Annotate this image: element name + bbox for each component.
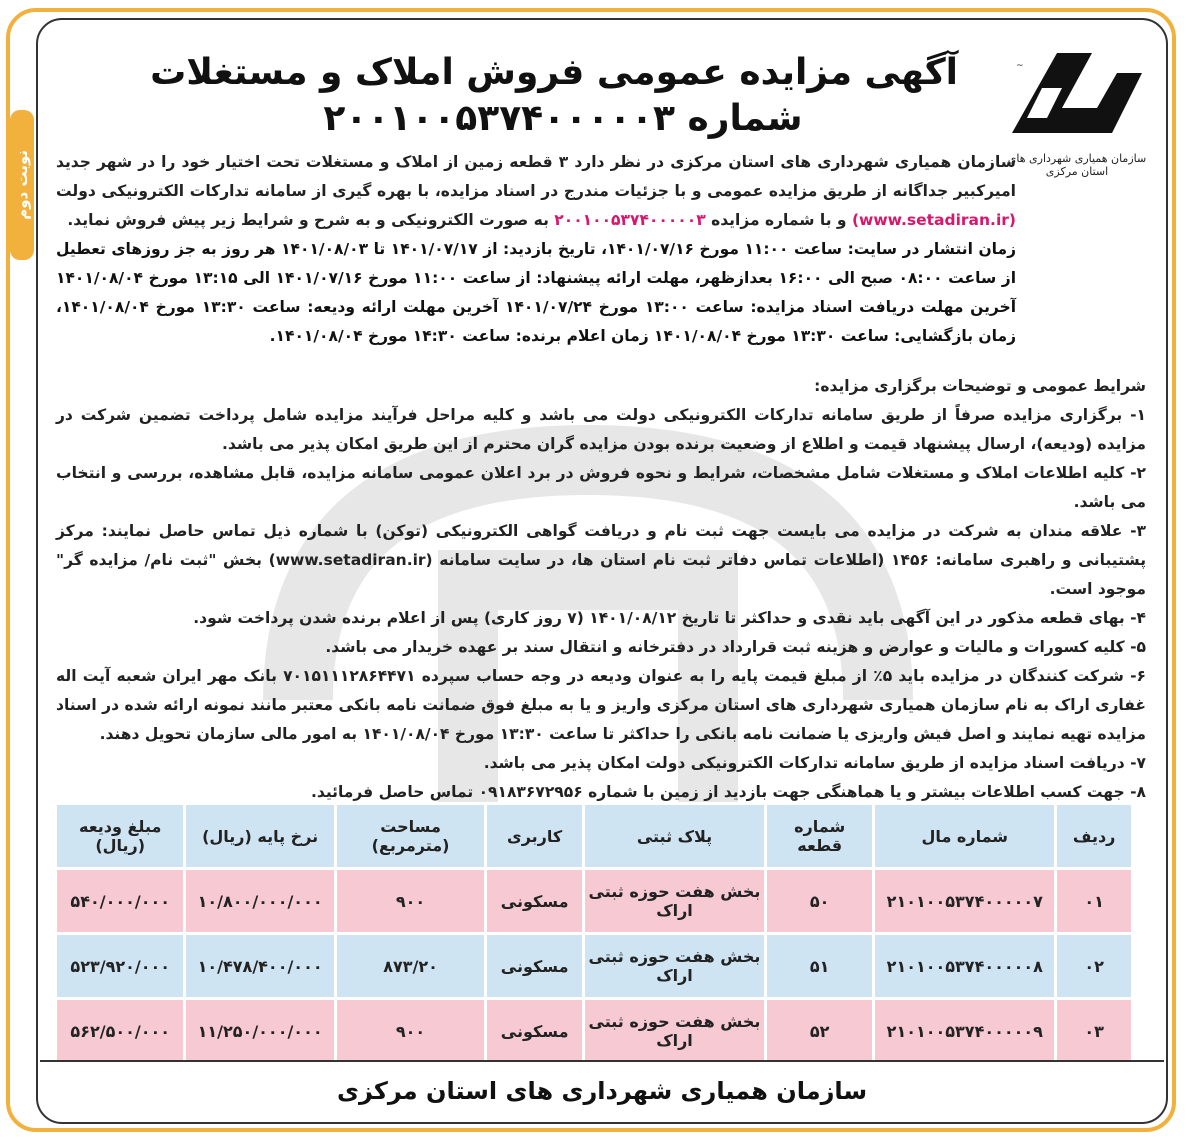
conditions <box>56 372 1146 807</box>
conditions-heading: شرایط عمومی و توضیحات برگزاری مزایده: <box>814 377 1146 395</box>
table-cell: ۲۱۰۱۰۰۵۳۷۴۰۰۰۰۰۹ <box>875 1000 1054 1062</box>
org-logo <box>1002 38 1152 178</box>
header-cell: کاربری <box>487 805 582 867</box>
table-cell: ۰۱ <box>1057 870 1131 932</box>
svg-text:~: ~ <box>1016 61 1024 71</box>
property-table <box>54 802 1134 1074</box>
table-cell: ۱۰/۸۰۰/۰۰۰/۰۰۰ <box>186 870 333 932</box>
condition-item: ۴- بهای قطعه مذکور در این آگهی باید نقدی و حداکثر تا تاریخ ۱۴۰۱/۰۸/۱۲ (۷ روز کاری) پس از اعلام برنده شدن پرداخت شود. <box>193 609 1146 627</box>
table-header-row <box>57 805 1131 867</box>
condition-item: ۶- شرکت کنندگان در مزایده باید ۵٪ از مبلغ قیمت پایه را به عنوان ودیعه در وجه حساب سپرده ۷۰۱۵۱۱۱۲۸۶۴۴۷۱ بانک مهر ایران شعبه آیت اله غفاری اراک به نام سازمان همیاری شهرداری های استان مرکزی واریز و یا به مبلغ فوق ضمانت نامه بانکی معتبر مانند نمونه ارائه شده در اسناد مزایده تهیه نمایند و اصل فیش واریزی یا ضمانت نامه بانکی را حداکثر تا ساعت ۱۳:۳۰ مورخ ۱۴۰۱/۰۸/۰۴ به امور مالی سازمان تحویل دهند. <box>56 667 1146 743</box>
schedule-text: زمان انتشار در سایت: ساعت ۱۱:۰۰ مورخ ۱۴۰۱/۰۷/۱۶، تاریخ بازدید: از ۱۴۰۱/۰۷/۱۷ تا ۱۴۰۱/۰۸/۰۳ هر روز به جز روزهای تعطیل از ساعت ۰۸:۰۰ صبح الی ۱۶:۰۰ بعدازظهر، مهلت ارائه پیشنهاد: از ساعت ۱۱:۰۰ مورخ ۱۴۰۱/۰۷/۱۶ الی ۱۳:۱۵ مورخ ۱۴۰۱/۰۸/۰۴ آخرین مهلت دریافت اسناد مزایده: ساعت ۱۳:۰۰ مورخ ۱۴۰۱/۰۷/۲۴ آخرین مهلت ارائه ودیعه: ساعت ۱۳:۳۰ مورخ ۱۴۰۱/۰۸/۰۴، زمان بازگشایی: ساعت ۱۳:۳۰ مورخ ۱۴۰۱/۰۸/۰۴ زمان اعلام برنده: ساعت ۱۴:۳۰ مورخ ۱۴۰۱/۰۸/۰۴. <box>56 240 1017 345</box>
header-cell: پلاک ثبتی <box>585 805 764 867</box>
table-cell: بخش هفت حوزه ثبتی اراک <box>585 935 764 997</box>
round-badge <box>10 110 34 260</box>
header-cell: مبلغ ودیعه (ریال) <box>57 805 183 867</box>
header-cell: شماره مال <box>875 805 1054 867</box>
intro-text <box>56 148 1016 351</box>
table-cell: ۸۷۳/۲۰ <box>337 935 484 997</box>
table-cell: ۵۲ <box>767 1000 872 1062</box>
title-line-1: آگهی مزایده عمومی فروش املاک و مستغلات <box>150 52 958 93</box>
condition-item: ۲- کلیه اطلاعات املاک و مستغلات شامل مشخصات، شرایط و نحوه فروش در برد اعلان عمومی سامانه مزایده، قابل مشاهده، بررسی و انتخاب می باشد. <box>56 464 1146 511</box>
table-cell: ۵۱ <box>767 935 872 997</box>
condition-item: ۱- برگزاری مزایده صرفاً از طریق سامانه تدارکات الکترونیکی دولت می باشد و کلیه مراحل فرآیند مزایده شامل پرداخت تضمین شرکت در مزایده (ودیعه)، ارسال پیشنهاد قیمت و اطلاع از وضعیت برنده بودن مزایده گران محترم از این طریق امکان پذیر می باشد. <box>56 406 1146 453</box>
table-cell: ۱۰/۴۷۸/۴۰۰/۰۰۰ <box>186 935 333 997</box>
condition-item: ۸- جهت کسب اطلاعات بیشتر و یا هماهنگی جهت بازدید از زمین با شماره ۰۹۱۸۳۶۷۲۹۵۶ تماس حاصل فرمائید. <box>310 783 1146 801</box>
notice-frame <box>36 18 1168 1124</box>
header-cell: شماره قطعه <box>767 805 872 867</box>
auction-number: ۲۰۰۱۰۰۵۳۷۴۰۰۰۰۰۳ <box>554 211 706 229</box>
table-cell: ۱۱/۲۵۰/۰۰۰/۰۰۰ <box>186 1000 333 1062</box>
logo-caption: سازمان همیاری شهرداری های استان مرکزی <box>1007 152 1147 178</box>
table-cell: ۲۱۰۱۰۰۵۳۷۴۰۰۰۰۰۸ <box>875 935 1054 997</box>
table-cell: ۵۲۳/۹۲۰/۰۰۰ <box>57 935 183 997</box>
table-cell: ۲۱۰۱۰۰۵۳۷۴۰۰۰۰۰۷ <box>875 870 1054 932</box>
header-cell: مساحت (مترمربع) <box>337 805 484 867</box>
table-cell: ۹۰۰ <box>337 1000 484 1062</box>
notice-title <box>150 50 958 142</box>
table-cell: ۵۴۰/۰۰۰/۰۰۰ <box>57 870 183 932</box>
table-cell: ۹۰۰ <box>337 870 484 932</box>
intro-paragraph: سازمان همیاری شهرداری های استان مرکزی در نظر دارد ۳ قطعه زمین از املاک و مستغلات تحت اختیار خود را در شهر جدید امیرکبیر جداگانه از طریق مزایده عمومی و با جزئیات مندرج در اسناد مزایده، با بهره گیری از سامانه تدارکات الکترونیکی دولت (www.setadiran.ir) و با شماره مزایده ۲۰۰۱۰۰۵۳۷۴۰۰۰۰۰۳ به صورت الکترونیکی و به شرح و شرایط زیر پیش فروش نماید. <box>56 153 1017 229</box>
condition-item: ۷- دریافت اسناد مزایده از طریق سامانه تدارکات الکترونیکی دولت امکان پذیر می باشد. <box>483 754 1146 772</box>
table-cell: مسکونی <box>487 870 582 932</box>
header-cell: نرخ پایه (ریال) <box>186 805 333 867</box>
table-row <box>57 870 1131 932</box>
table-row <box>57 935 1131 997</box>
footer-org-name: سازمان همیاری شهرداری های استان مرکزی <box>40 1060 1164 1120</box>
table-cell: بخش هفت حوزه ثبتی اراک <box>585 1000 764 1062</box>
site-link[interactable]: (www.setadiran.ir) <box>851 211 1016 229</box>
round-badge-label: نوبت دوم <box>13 150 31 220</box>
table-row <box>57 1000 1131 1062</box>
table-cell: مسکونی <box>487 1000 582 1062</box>
org-logo-icon <box>1002 38 1152 153</box>
table-cell: بخش هفت حوزه ثبتی اراک <box>585 870 764 932</box>
table-cell: ۰۲ <box>1057 935 1131 997</box>
table-cell: ۰۳ <box>1057 1000 1131 1062</box>
table-cell: ۵۶۲/۵۰۰/۰۰۰ <box>57 1000 183 1062</box>
condition-item: ۳- علاقه مندان به شرکت در مزایده می بایست جهت ثبت نام و دریافت گواهی الکترونیکی (توکن) با شماره ذیل تماس حاصل نمایند: مرکز پشتیبانی و راهبری سامانه: ۱۴۵۶ (اطلاعات تماس دفاتر ثبت نام استان ها، در سایت سامانه (www.setadiran.ir) بخش "ثبت نام/ مزایده گر" موجود است. <box>56 522 1147 598</box>
header-cell: ردیف <box>1057 805 1131 867</box>
table-cell: مسکونی <box>487 935 582 997</box>
property-table-grid <box>54 802 1134 1065</box>
condition-item: ۵- کلیه کسورات و مالیات و عوارض و هزینه ثبت قرارداد در دفترخانه و انتقال سند بر عهده خریدار می باشد. <box>325 638 1146 656</box>
title-line-2: شماره ۲۰۰۱۰۰۵۳۷۴۰۰۰۰۰۳ <box>323 98 803 139</box>
table-cell: ۵۰ <box>767 870 872 932</box>
